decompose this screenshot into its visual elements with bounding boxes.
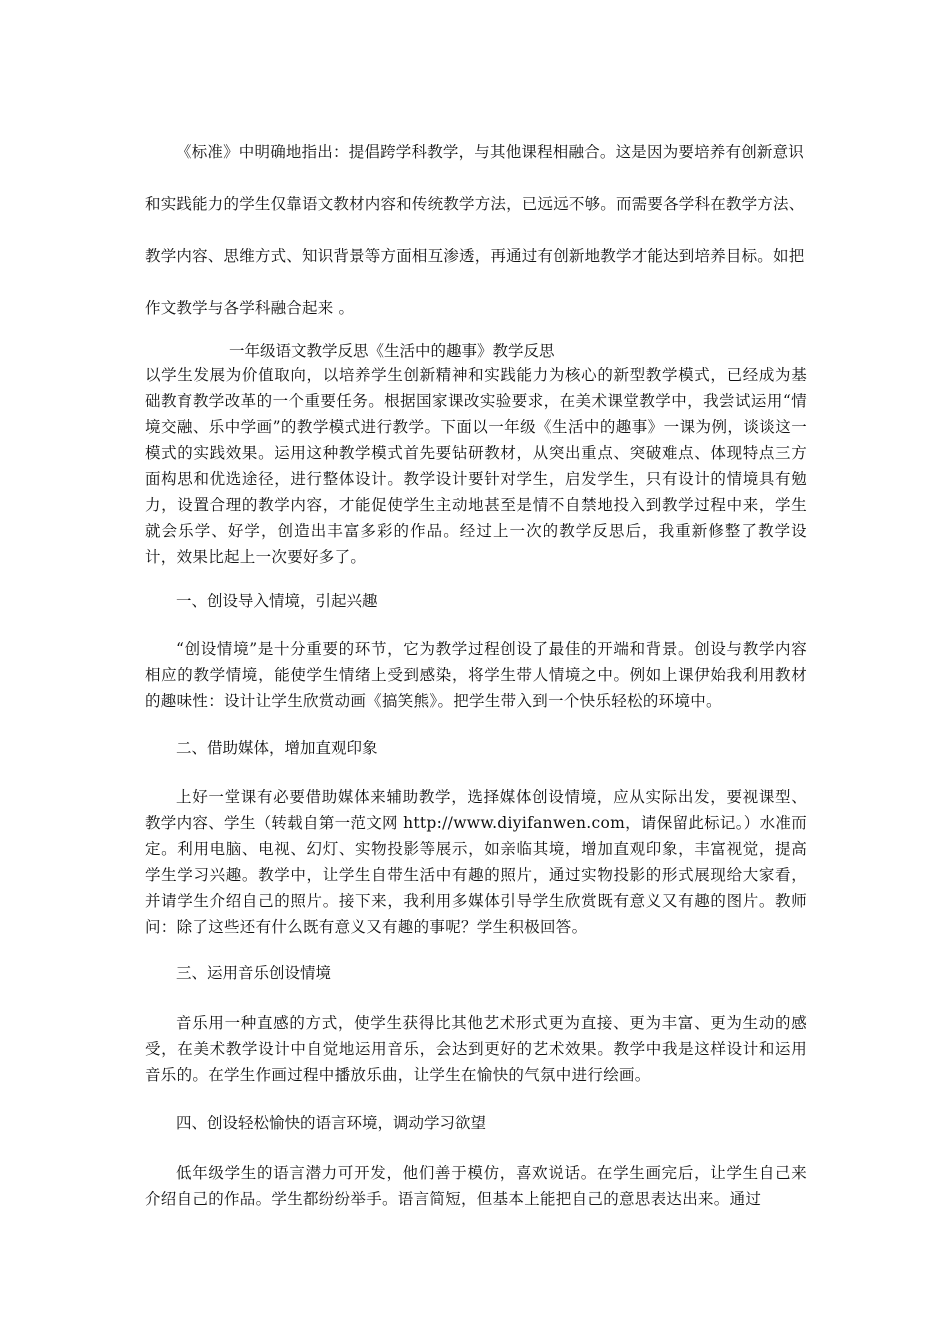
section-1-paragraph: “创设情境”是十分重要的环节，它为教学过程创设了最佳的开端和背景。创设与教学内容相应的教学情境，能使学生情绪上受到感染，将学生带人情境之中。例如上课伊始我利用教材的趣味性：设计让学生欣赏动画《搞笑熊》。把学生带入到一个快乐轻松的环境中。 xyxy=(145,640,807,710)
section-2-heading: 二、借助媒体，增加直观印象 xyxy=(176,739,378,757)
section-4-paragraph: 低年级学生的语言潜力可开发，他们善于模仿，喜欢说话。在学生画完后，让学生自己来介绍自己的作品。学生都纷纷举手。语言简短，但基本上能把自己的意思表达出来。通过 xyxy=(145,1164,807,1208)
lead-paragraph: 以学生发展为价值取向，以培养学生创新精神和实践能力为核心的新型教学模式，已经成为基础教育教学改革的一个重要任务。根据国家课改实验要求，在美术课堂教学中，我尝试运用“情境交融、乐中学画”的教学模式进行教学。下面以一年级《生活中的趣事》一课为例，谈谈这一模式的实践效果。运用这种教学模式首先要钻研教材，从突出重点、突破难点、体现特点三方面构思和优选途径，进行整体设计。教学设计要针对学生，启发学生，只有设计的情境具有勉力，设置合理的教学内容，才能促使学生主动地甚至是情不自禁地投入到教学过程中来，学生就会乐学、好学，创造出丰富多彩的作品。经过上一次的教学反思后，我重新修整了教学设计，效果比起上一次要好多了。 xyxy=(145,366,807,566)
section-4-heading: 四、创设轻松愉快的语言环境，调动学习欲望 xyxy=(176,1114,487,1132)
section-3-paragraph: 音乐用一种直感的方式，使学生获得比其他艺术形式更为直接、更为丰富、更为生动的感受，在美术教学设计中自觉地运用音乐，会达到更好的艺术效果。教学中我是这样设计和运用音乐的。在学生作画过程中播放乐曲，让学生在愉快的气氛中进行绘画。 xyxy=(145,1014,807,1084)
section-2-paragraph: 上好一堂课有必要借助媒体来辅助教学，选择媒体创设情境，应从实际出发，要视课型、教学内容、学生（转载自第一范文网 http://www.diyifanwen.com，请保留此标记。）水准而定。利用电脑、电视、幻灯、实物投影等展示，如亲临其境，增加直观印象，丰富视觉，提高学生学习兴趣。教学中，让学生自带生活中有趣的照片，通过实物投影的形式展现给大家看，并请学生介绍自己的照片。接下来，我利用多媒体引导学生欣赏既有意义又有趣的图片。教师问：除了这些还有什么既有意义又有趣的事呢？学生积极回答。 xyxy=(145,788,807,936)
intro-paragraph: 《标准》中明确地指出：提倡跨学科教学，与其他课程相融合。这是因为要培养有创新意识和实践能力的学生仅靠语文教材内容和传统教学方法，已远远不够。而需要各学科在教学方法、教学内容、思维方式、知识背景等方面相互渗透，再通过有创新地教学才能达到培养目标。如把作文教学与各学科融合起来 。 xyxy=(145,143,805,317)
section-3-heading: 三、运用音乐创设情境 xyxy=(176,964,332,982)
section-1-heading: 一、创设导入情境，引起兴趣 xyxy=(176,592,378,610)
document-title: 一年级语文教学反思《生活中的趣事》教学反思 xyxy=(229,342,555,360)
